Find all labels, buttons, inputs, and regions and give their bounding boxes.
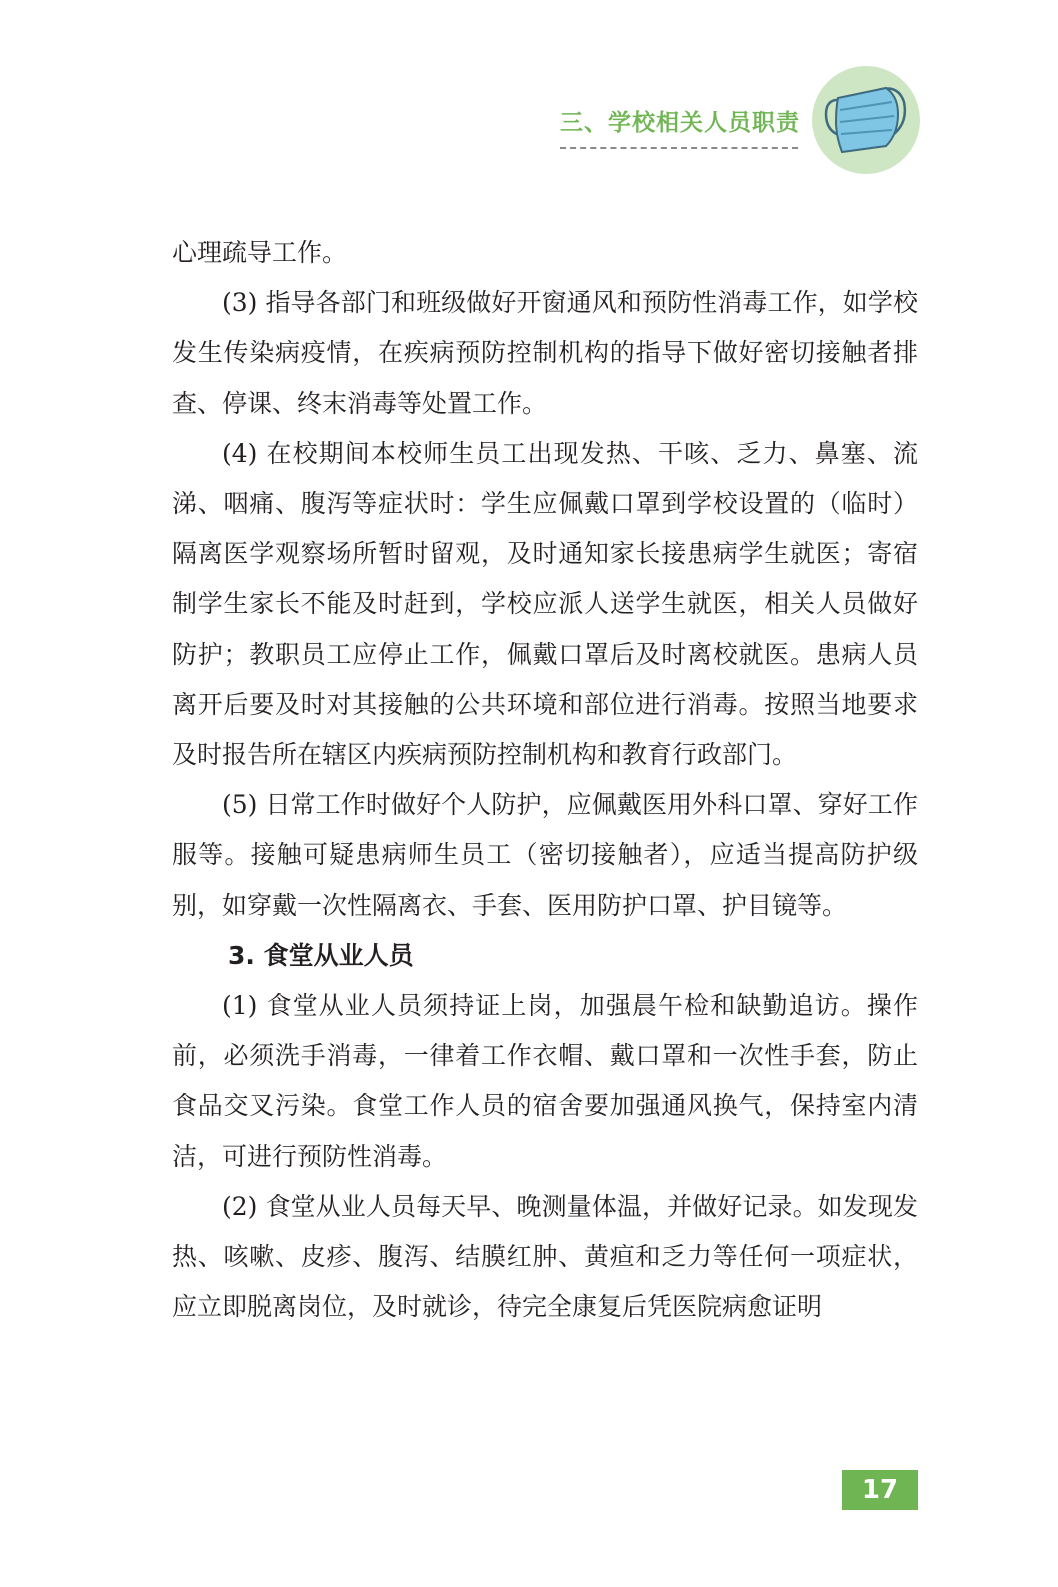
- body-text: [172, 228, 918, 1332]
- paragraph: (5) 日常工作时做好个人防护，应佩戴医用外科口罩、穿好工作服等。接触可疑患病师生员工（密切接触者），应适当提高防护级别，如穿戴一次性隔离衣、手套、医用防护口罩、护目镜等。: [172, 790, 918, 920]
- paragraph: 心理疏导工作。: [172, 238, 348, 267]
- header-dashed-rule: [560, 147, 798, 149]
- paragraph: (2) 食堂从业人员每天早、晚测量体温，并做好记录。如发现发热、咳嗽、皮疹、腹泻、结膜红肿、黄疸和乏力等任何一项症状，应立即脱离岗位，及时就诊，待完全康复后凭医院病愈证明: [172, 1191, 918, 1322]
- paragraph: (3) 指导各部门和班级做好开窗通风和预防性消毒工作，如学校发生传染病疫情，在疾病预防控制机构的指导下做好密切接触者排查、停课、终末消毒等处置工作。: [172, 288, 918, 418]
- face-mask-icon: [812, 66, 920, 174]
- running-header: [560, 104, 812, 149]
- page-number: 17: [842, 1470, 918, 1510]
- section-heading: 3. 食堂从业人员: [228, 940, 414, 970]
- paragraph: (1) 食堂从业人员须持证上岗，加强晨午检和缺勤追访。操作前，必须洗手消毒，一律着工作衣帽、戴口罩和一次性手套，防止食品交叉污染。食堂工作人员的宿舍要加强通风换气，保持室内清洁，可进行预防性消毒。: [172, 991, 918, 1171]
- chapter-title: 三、学校相关人员职责: [560, 110, 800, 136]
- paragraph: (4) 在校期间本校师生员工出现发热、干咳、乏力、鼻塞、流涕、咽痛、腹泻等症状时：学生应佩戴口罩到学校设置的（临时）隔离医学观察场所暂时留观，及时通知家长接患病学生就医；寄宿制学生家长不能及时赶到，学校应派人送学生就医，相关人员做好防护；教职员工应停止工作，佩戴口罩后及时离校就医。患病人员离开后要及时对其接触的公共环境和部位进行消毒。按照当地要求及时报告所在辖区内疾病预防控制机构和教育行政部门。: [172, 438, 918, 770]
